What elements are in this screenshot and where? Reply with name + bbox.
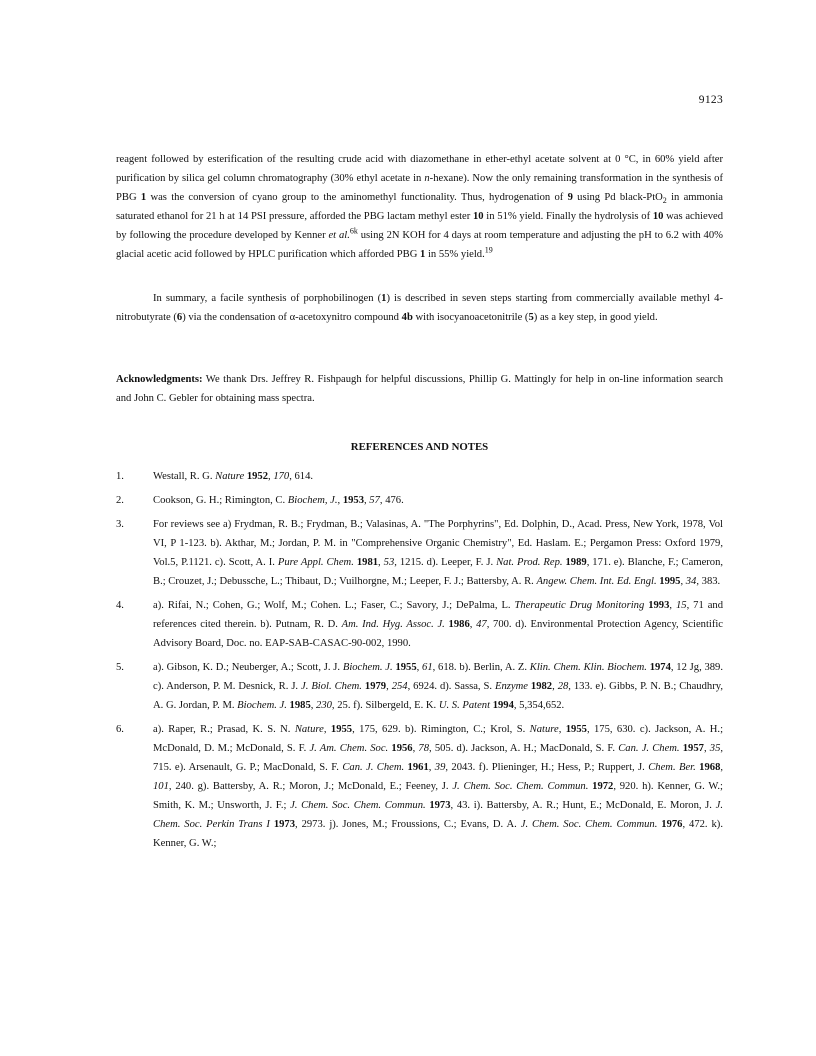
reference-text: a). Gibson, K. D.; Neuberger, A.; Scott, J. J. Biochem. J. 1955, 61, 618. b). Berlin, A. Z. Klin. Chem. Klin. Biochem. 1974, 12 Jg, 389. c). Anderson, P. M. Desnick, R. J. J. Biol. Chem. 1979, 254, 6924. d). Sassa, S. Enzyme 1982, 28, 133. e). Gibbs, P. N. B.; Chaudhry, A. G. Jordan, P. M. Biochem. J. 1985, 230, 25. f). Silbergeld, E. K. U. S. Patent 1994, 5,354,652. xyxy=(153,662,724,711)
reference-item xyxy=(116,491,723,510)
references-heading: REFERENCES AND NOTES xyxy=(350,441,489,453)
reference-number: 5. xyxy=(116,662,124,673)
reference-item xyxy=(116,596,723,653)
reference-text: a). Rifai, N.; Cohen, G.; Wolf, M.; Cohen. L.; Faser, C.; Savory, J.; DePalma, L. Therapeutic Drug Monitoring 1993, 15, 71 and references cited therein. b). Putnam, R. D. Am. Ind. Hyg. Assoc. J. 1986, 47, 700. d). Environmental Protection Agency, Scientific Advisory Board, Doc. no. EAP-SAB-CASAC-90-002, 1990. xyxy=(153,600,724,649)
reference-text: For reviews see a) Frydman, R. B.; Frydman, B.; Valasinas, A. "The Porphyrins", Ed. Dolphin, D., Acad. Press, New York, 1978, Vol VI, P 1-123. b). Akthar, M.; Jordan, P. M. in "Comprehensive Organic Chemistry", Ed. Haslam. E.; Pergamon Press: Oxford 1979, Vol.5, P.1121. c). Scott, A. I. Pure Appl. Chem. 1981, 53, 1215. d). Leeper, F. J. Nat. Prod. Rep. 1989, 171. e). Blanche, F.; Cameron, B.; Crouzet, J.; Debussche, L.; Thibaut, D.; Vuilhorgne, M.; Leeper, F. J.; Battersby, A. R. Angew. Chem. Int. Ed. Engl. 1995, 34, 383. xyxy=(153,519,724,587)
reference-item xyxy=(116,515,723,591)
reference-text: a). Raper, R.; Prasad, K. S. N. Nature, 1955, 175, 629. b). Rimington, C.; Krol, S. Nature, 1955, 175, 630. c). Jackson, A. H.; McDonald, D. M.; McDonald, S. F. J. Am. Chem. Soc. 1956, 78, 505. d). Jackson, A. H.; MacDonald, S. F. Can. J. Chem. 1957, 35, 715. e). Arsenault, G. P.; MacDonald, S. F. Can. J. Chem. 1961, 39, 2043. f). Plieninger, H.; Hess, P.; Ruppert, J. Chem. Ber. 1968, 101, 240. g). Battersby, A. R.; Moron, J.; McDonald, E.; Feeney, J. J. Chem. Soc. Chem. Commun. 1972, 920. h). Kenner, G. W.; Smith, K. M.; Unsworth, J. F.; J. Chem. Soc. Chem. Commun. 1973, 43. i). Battersby, A. R.; Hunt, E.; McDonald, E. Moron, J. J. Chem. Soc. Perkin Trans I 1973, 2973. j). Jones, M.; Froussions, C.; Evans, D. A. J. Chem. Soc. Chem. Commun. 1976, 472. k). Kenner, G. W.; xyxy=(153,724,724,849)
synthesis-paragraph: reagent followed by esterification of the resulting crude acid with diazomethane in ether-ethyl acetate solvent at 0 °C, in 60% yield after purification by silica gel column chromatography (30% ethyl acetate in n-hexane). Now the only remaining transformation in the synthesis of PBG 1 was the conversion of cyano group to the aminomethyl functionality. Thus, hydrogenation of 9 using Pd black-PtO$_2$ in ammonia saturated ethanol for 21 h at 14 PSI pressure, afforded the PBG lactam methyl ester 10 in 51% yield. Finally the hydrolysis of 10 was achieved by following the procedure developed by Kenner et al.$^{6k}$ using 2N KOH for 4 days at room temperature and adjusting the pH to 6.2 with 40% glacial acetic acid followed by HPLC purification which afforded PBG 1 in 55% yield.$^{19}$ xyxy=(116,154,724,260)
acknowledgments-label: Acknowledgments: xyxy=(116,374,203,385)
reference-text: Cookson, G. H.; Rimington, C. Biochem, J., 1953, 57, 476. xyxy=(153,495,404,506)
reference-item xyxy=(116,467,723,486)
reference-text: Westall, R. G. Nature 1952, 170, 614. xyxy=(153,471,314,482)
reference-number: 4. xyxy=(116,600,124,611)
references-list xyxy=(116,467,723,853)
reference-item xyxy=(116,720,723,853)
reference-number: 6. xyxy=(116,724,124,735)
summary-paragraph: In summary, a facile synthesis of porphobilinogen (1) is described in seven steps starting from commercially available methyl 4-nitrobutyrate (6) via the condensation of α-acetoxynitro compound 4b with isocyanoacetonitrile (5) as a key step, in good yield. xyxy=(116,293,724,323)
reference-number: 2. xyxy=(116,495,124,506)
reference-number: 3. xyxy=(116,519,124,530)
acknowledgments-paragraph: Acknowledgments: We thank Drs. Jeffrey R. Fishpaugh for helpful discussions, Phillip G. Mattingly for help in on-line information search and John C. Gebler for obtaining mass spectra. xyxy=(116,374,723,404)
reference-item xyxy=(116,658,723,715)
reference-number: 1. xyxy=(116,471,124,482)
page-number: 9123 xyxy=(698,94,723,106)
